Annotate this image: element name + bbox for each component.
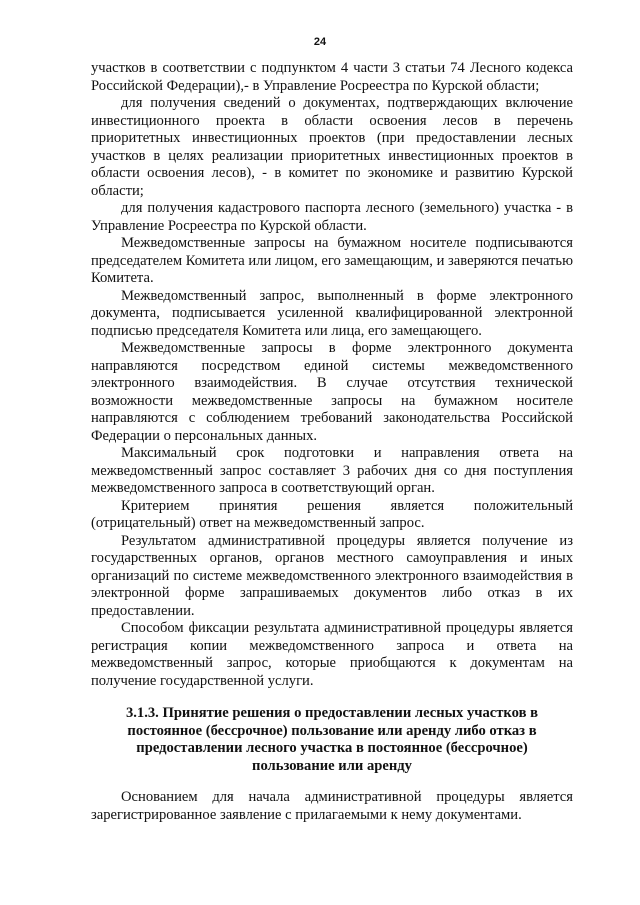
paragraph-8: Критерием принятия решения является положительный (отрицательный) ответ на межведомственный запрос. xyxy=(91,497,573,531)
paragraph-7: Максимальный срок подготовки и направления ответа на межведомственный запрос составляет 3 рабочих дня со дня поступления межведомственного запроса в соответствующий орган. xyxy=(91,445,573,496)
paragraph-1: участков в соответствии с подпунктом 4 части 3 статьи 74 Лесного кодекса Российской Федерации),- в Управление Росреестра по Курской области; xyxy=(91,60,573,94)
paragraph-2: для получения сведений о документах, подтверждающих включение инвестиционного проекта в области освоения лесов в перечень приоритетных инвестиционных проектов (при предоставлении лесных участков в целях реализации приоритетных инвестиционных проектов в области освоения лесов), - в комитет по экономике и развитию Курской области; xyxy=(91,95,573,199)
paragraph-10: Способом фиксации результата административной процедуры является регистрация копии межведомственного запроса и ответа на межведомственный запрос, которые приобщаются к документам на получение государственной услуги. xyxy=(91,620,573,689)
section-heading-line-4: пользование или аренду xyxy=(252,757,412,774)
paragraph-3: для получения кадастрового паспорта лесного (земельного) участка - в Управление Росреестра по Курской области. xyxy=(91,200,573,234)
paragraph-6: Межведомственные запросы в форме электронного документа направляются посредством единой системы межведомственного электронного взаимодействия. В случае отсутствия технической возможности межведомственные запросы на бумажном носителе направляются с соблюдением требований законодательства Российской Федерации о персональных данных. xyxy=(91,340,573,444)
paragraph-9: Результатом административной процедуры является получение из государственных органов, органов местного самоуправления и иных организаций по системе межведомственного электронного взаимодействия в электронной форме запрашиваемых документов либо отказ в их предоставлении. xyxy=(91,532,573,619)
paragraph-4: Межведомственные запросы на бумажном носителе подписываются председателем Комитета или лицом, его замещающим, и заверяются печатью Комитета. xyxy=(91,235,573,286)
closing-paragraph: Основанием для начала административной процедуры является зарегистрированное заявление с прилагаемыми к нему документами. xyxy=(91,789,573,823)
section-heading xyxy=(91,705,573,775)
document-body xyxy=(91,60,573,824)
page-number: 24 xyxy=(313,36,327,48)
section-heading-line-3: предоставлении лесного участка в постоянное (бессрочное) xyxy=(136,740,528,756)
paragraph-5: Межведомственный запрос, выполненный в форме электронного документа, подписывается усиленной квалифицированной электронной подписью председателя Комитета или лица, его замещающего. xyxy=(91,287,573,339)
section-heading-line-1: 3.1.3. Принятие решения о предоставлении лесных участков в xyxy=(125,705,538,721)
section-heading-line-2: постоянное (бессрочное) пользование или аренду либо отказ в xyxy=(127,722,537,739)
